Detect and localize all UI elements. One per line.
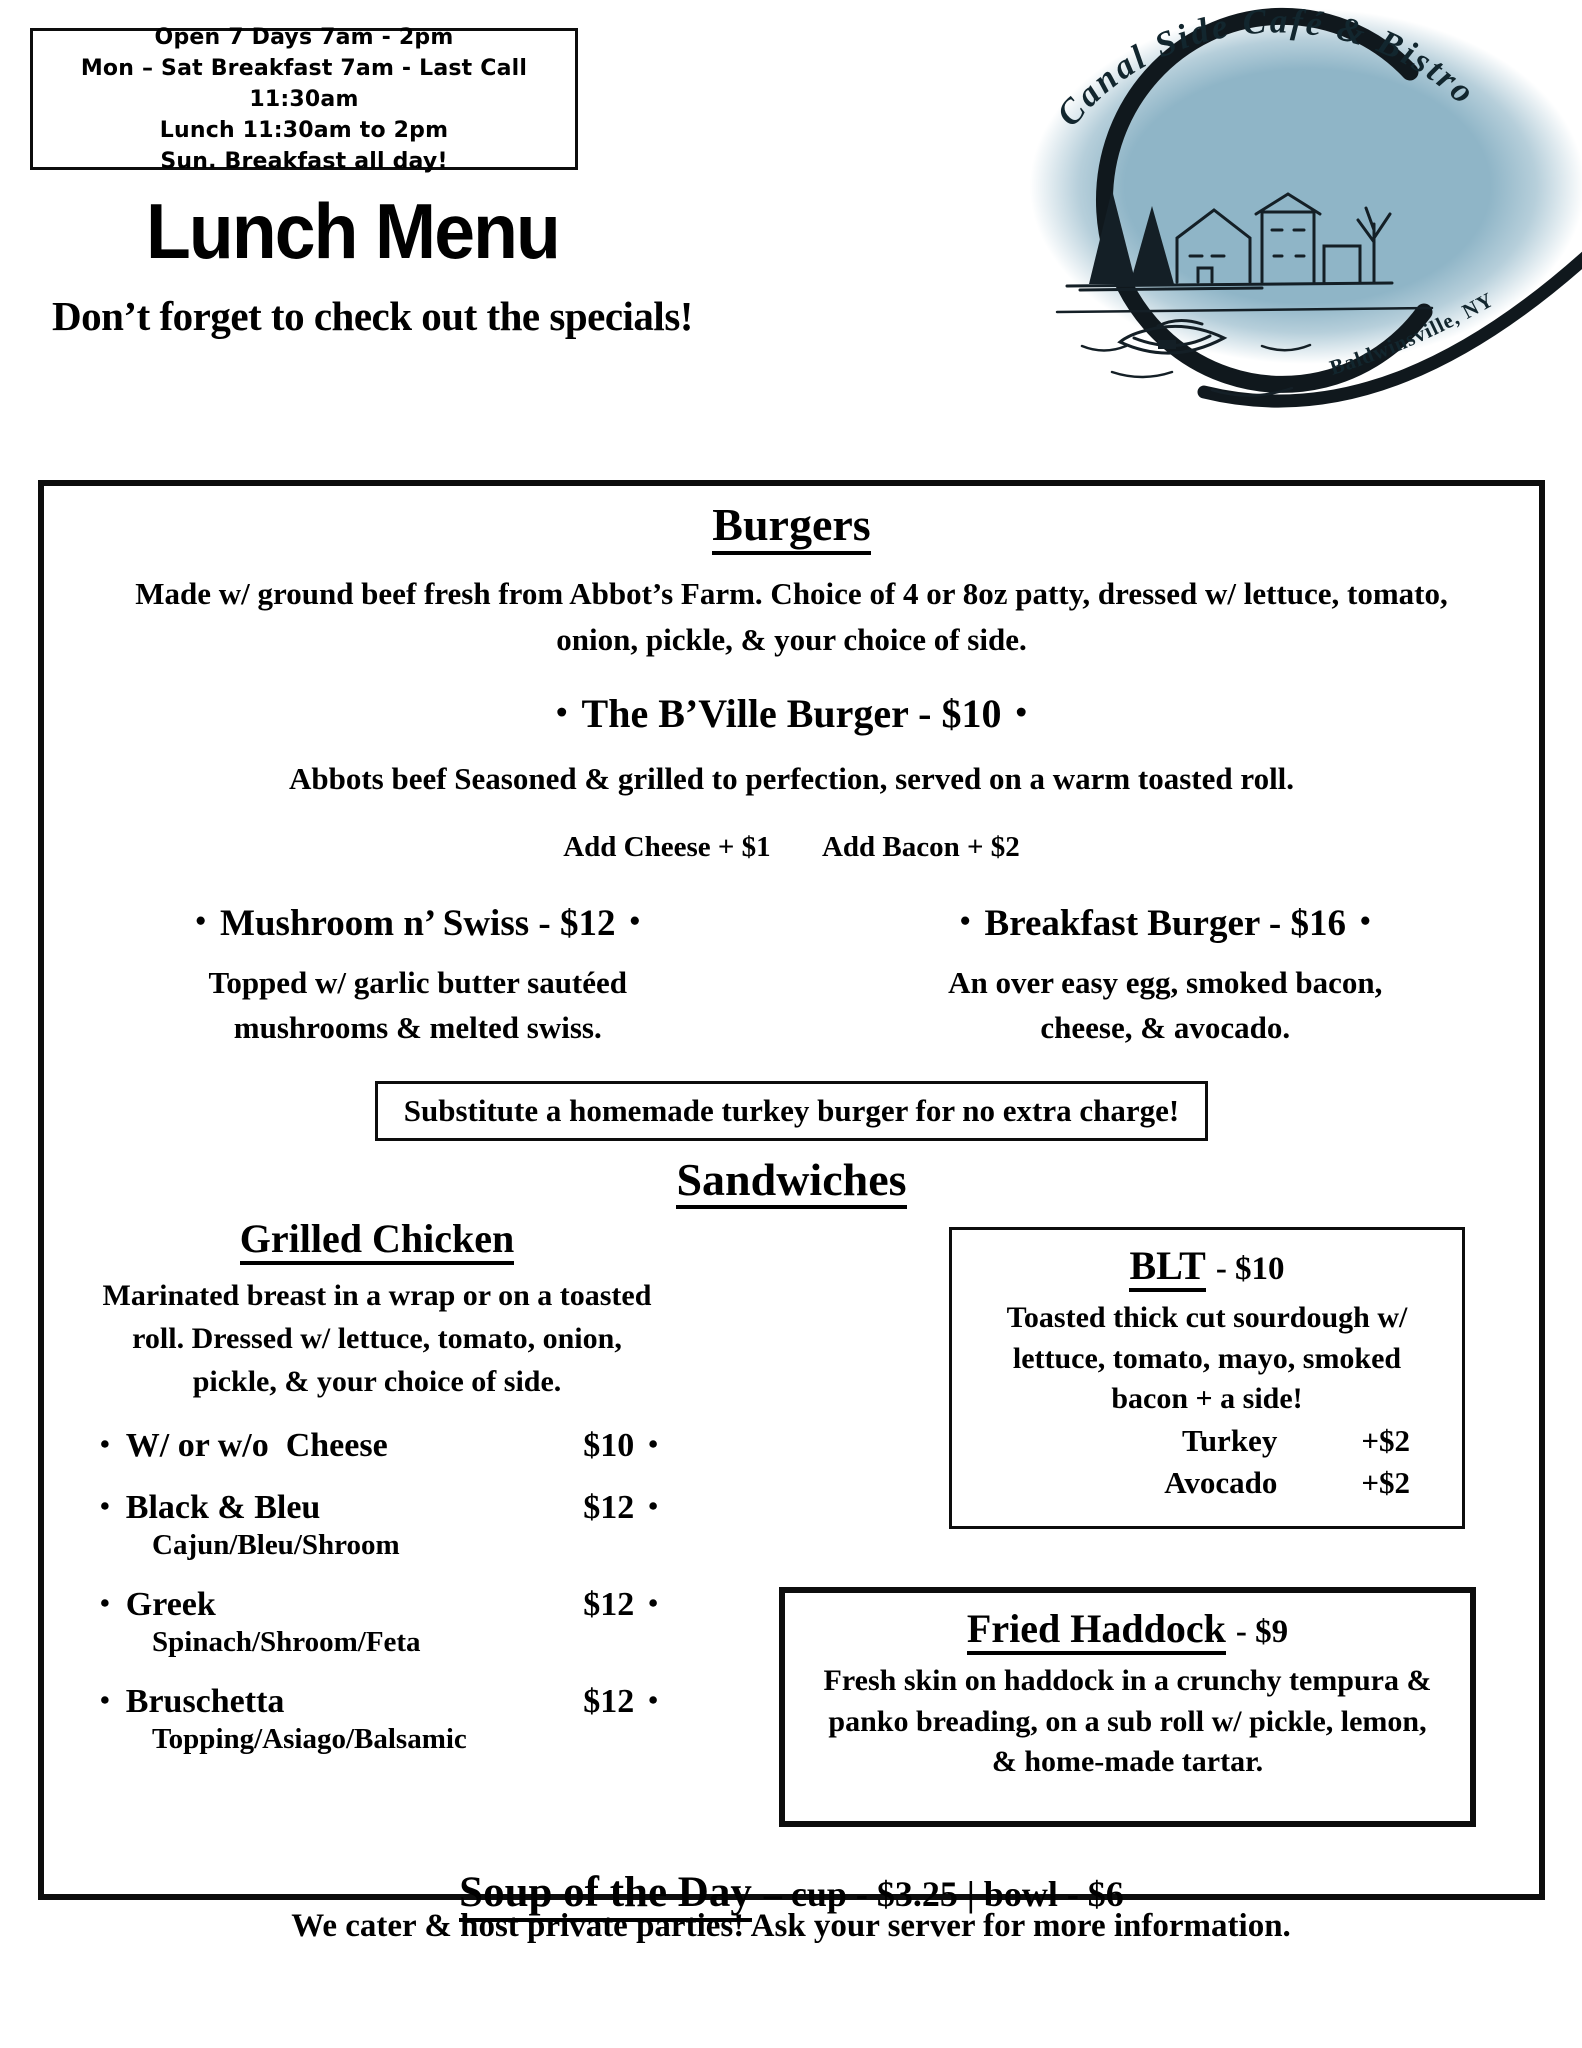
gc-item-black-bleu: [96, 1489, 658, 1527]
addon-bacon: Add Bacon + $2: [821, 830, 1020, 863]
page-title: Lunch Menu: [146, 187, 559, 275]
blt-addon-name: Avocado: [1164, 1464, 1278, 1500]
gc-item-right: [583, 1683, 658, 1721]
bullet-icon: •: [100, 1428, 110, 1460]
gc-item-price: $12: [583, 1586, 635, 1624]
addon-cheese: Add Cheese + $1: [563, 830, 771, 863]
bullet-icon: •: [959, 904, 971, 939]
mushroom-swiss-name-price: Mushroom n’ Swiss - $12: [220, 902, 616, 944]
gc-item-left: [96, 1489, 320, 1527]
bullet-icon: •: [100, 1490, 110, 1522]
catering-footer: We cater & host private parties! Ask your server for more information.: [291, 1908, 1291, 1944]
gc-item-price: $12: [583, 1489, 635, 1527]
gc-item-bruschetta: [96, 1683, 658, 1721]
fried-haddock-box: [779, 1587, 1476, 1827]
burger-addons-line: [44, 831, 1539, 864]
header-area: [0, 0, 1582, 478]
gc-item-right: [583, 1489, 658, 1527]
grilled-chicken-section: [96, 1215, 658, 1756]
bullet-icon: •: [1359, 904, 1371, 939]
fried-haddock-desc: Fresh skin on haddock in a crunchy tempura & panko breading, on a sub roll w/ pickle, lemon, & home-made tartar.: [823, 1664, 1432, 1779]
sandwiches-heading-text: Sandwiches: [676, 1155, 906, 1210]
hours-line-3: Lunch 11:30am to 2pm: [159, 117, 449, 143]
fried-haddock-price: - $9: [1235, 1614, 1289, 1651]
menu-main-box: [38, 480, 1545, 1917]
bullet-icon: •: [100, 1684, 110, 1716]
hours-line-4: Sun. Breakfast all day!: [160, 148, 448, 174]
grilled-chicken-heading-text: Grilled Chicken: [240, 1217, 514, 1265]
gc-item-name: W/ or w/o Cheese: [125, 1427, 388, 1465]
gc-item-name: Bruschetta: [125, 1683, 285, 1721]
mushroom-swiss-item: [44, 902, 792, 1051]
blt-box: [949, 1227, 1465, 1529]
blt-heading: [952, 1242, 1462, 1292]
blt-addon-turkey: [952, 1420, 1462, 1462]
logo-village-art: [1067, 190, 1392, 290]
burgers-heading-text: Burgers: [712, 500, 870, 555]
bullet-icon: •: [556, 694, 568, 731]
grilled-chicken-heading: [96, 1215, 658, 1265]
gc-item-name: Black & Bleu: [125, 1489, 321, 1527]
bville-burger-title: [44, 690, 1539, 737]
turkey-substitute-text: Substitute a homemade turkey burger for no extra charge!: [403, 1092, 1180, 1128]
bullet-icon: •: [648, 1490, 658, 1522]
gc-item-left: [96, 1586, 216, 1624]
burgers-intro: Made w/ ground beef fresh from Abbot’s Farm. Choice of 4 or 8oz patty, dressed w/ lettuce, tomato, onion, pickle, & your choice of side.: [135, 575, 1448, 658]
blt-addon-name: Turkey: [1181, 1422, 1278, 1458]
bullet-icon: •: [100, 1587, 110, 1619]
bullet-icon: •: [648, 1684, 658, 1716]
bullet-icon: •: [1015, 694, 1027, 731]
gc-item-sub: Topping/Asiago/Balsamic: [152, 1723, 467, 1756]
fried-haddock-heading: [785, 1605, 1470, 1655]
bullet-icon: •: [195, 904, 207, 939]
gc-item-name: Greek: [125, 1586, 216, 1624]
gc-item-left: [96, 1427, 388, 1465]
logo-arc-text: Canal Side Café & Bistro: [1048, 1, 1485, 134]
burgers-heading: [44, 500, 1539, 555]
breakfast-burger-desc: An over easy egg, smoked bacon, cheese, & avocado.: [948, 964, 1383, 1045]
mushroom-swiss-desc: Topped w/ garlic butter sautéed mushrooms & melted swiss.: [208, 964, 628, 1045]
fried-haddock-heading-text: Fried Haddock: [967, 1607, 1226, 1655]
bullet-icon: •: [629, 904, 641, 939]
specials-subtitle: Don’t forget to check out the specials!: [52, 293, 693, 339]
bville-burger-desc: Abbots beef Seasoned & grilled to perfection, served on a warm toasted roll.: [288, 760, 1295, 796]
gc-item-greek: [96, 1586, 658, 1624]
gc-item-left: [96, 1683, 284, 1721]
blt-desc: Toasted thick cut sourdough w/ lettuce, tomato, mayo, smoked bacon + a side!: [1006, 1301, 1408, 1416]
breakfast-burger-title: [792, 902, 1540, 945]
turkey-substitute-note: [375, 1081, 1208, 1141]
grilled-chicken-desc: Marinated breast in a wrap or on a toasted roll. Dressed w/ lettuce, tomato, onion, pickle, & your choice of side.: [102, 1279, 652, 1398]
blt-price: - $10: [1215, 1251, 1285, 1288]
gc-item-price: $12: [583, 1683, 635, 1721]
hours-box: [30, 24, 578, 174]
hours-line-2: Mon – Sat Breakfast 7am - Last Call 11:30am: [80, 55, 528, 112]
gc-item-right: [583, 1427, 658, 1465]
breakfast-burger-item: [792, 902, 1540, 1051]
soup-heading-text: Soup of the Day: [459, 1870, 752, 1921]
blt-addon-price: +$2: [1361, 1464, 1410, 1500]
gc-item-right: [583, 1586, 658, 1624]
gc-item-sub: Spinach/Shroom/Feta: [152, 1626, 421, 1659]
sandwiches-heading: [44, 1155, 1539, 1210]
hours-line-1: Open 7 Days 7am - 2pm: [154, 24, 454, 50]
logo-location-text: Baldwinsville, NY: [1326, 287, 1498, 380]
breakfast-burger-name-price: Breakfast Burger - $16: [984, 902, 1346, 944]
soup-prices: – cup - $3.25 | bowl - $6: [763, 1874, 1124, 1915]
gc-item-cheese: [96, 1427, 658, 1465]
mushroom-swiss-title: [44, 902, 792, 945]
burger-columns: [44, 902, 1539, 1051]
gc-item-price: $10: [583, 1427, 635, 1465]
bville-burger-name-price: The B’Ville Burger - $10: [581, 690, 1002, 736]
blt-addon-avocado: [952, 1462, 1462, 1504]
sandwiches-area: [44, 1209, 1539, 1864]
bullet-icon: •: [648, 1428, 658, 1460]
cafe-logo: [962, 0, 1582, 412]
blt-heading-text: BLT: [1129, 1244, 1205, 1292]
cafe-logo-art: [962, 0, 1582, 412]
gc-item-sub: Cajun/Bleu/Shroom: [152, 1529, 400, 1562]
blt-addon-price: +$2: [1361, 1422, 1410, 1458]
bullet-icon: •: [648, 1587, 658, 1619]
